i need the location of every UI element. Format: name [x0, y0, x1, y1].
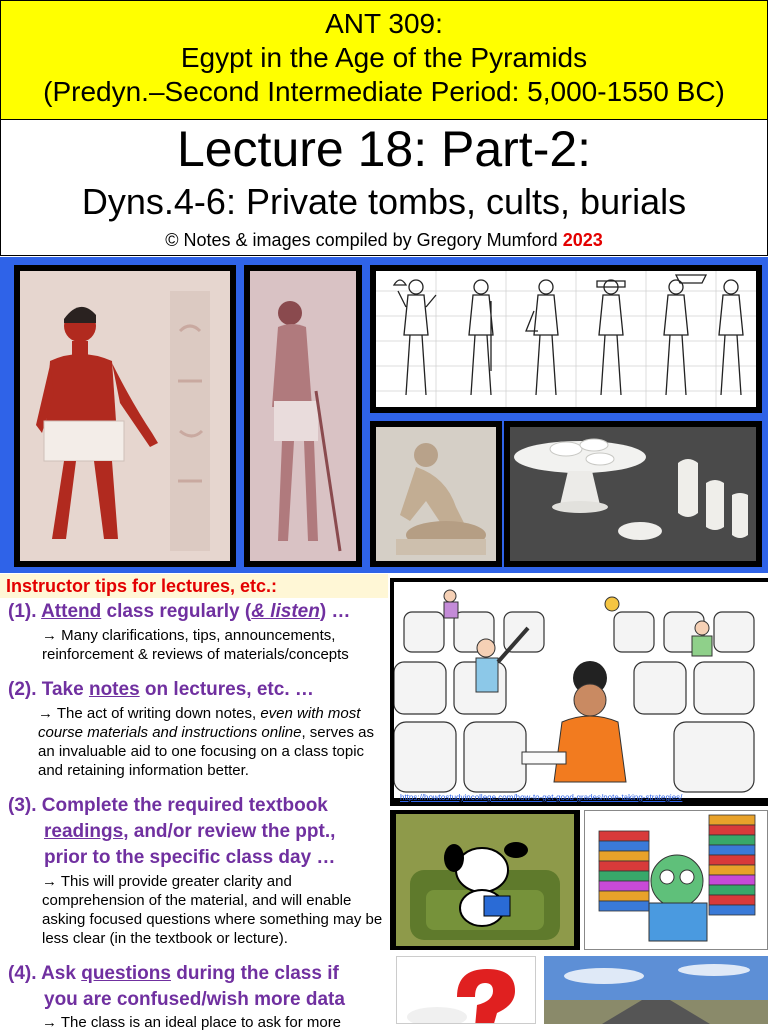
tip-1-body: → Many clarifications, tips, announcements, reinforcement & reviews of materials/concepts: [42, 627, 349, 663]
tip-3-body: → This will provide greater clarity and comprehension of the material, and will enable asking focused questions where something may be less clear (in the textbook or lecture).: [42, 873, 383, 947]
tip-3-title: (3). Complete the required textbook: [8, 795, 328, 816]
tip-1-listen: & listen: [251, 601, 320, 622]
tip-3-keyword: readings: [44, 821, 124, 842]
tip-2-body: → The act of writing down notes, even with most course materials and instructions online, serves as an invaluable aid to one focusing on a class topic and retaining information better.: [38, 705, 374, 779]
tip-1-keyword: Attend: [41, 601, 102, 622]
tip-4-title: (4). Ask questions during the class if: [8, 963, 339, 984]
course-code: ANT 309:: [325, 8, 443, 39]
credit-line: [1, 229, 767, 251]
classroom-source-url[interactable]: https://howtostudyincollege.com/how-to-get-good-grades/note-taking-strategies/: [400, 793, 683, 802]
course-title: Egypt in the Age of the Pyramids: [180, 42, 588, 73]
tip-4-body: → The class is an ideal place to ask for more: [42, 1014, 342, 1031]
credit-year: 2023: [562, 230, 603, 250]
tip-3-title-line-3: prior to the specific class day …: [44, 847, 336, 868]
credit-text: © Notes & images compiled by Gregory Mumford: [165, 230, 558, 250]
tip-2-title: (2). Take notes on lectures, etc. …: [8, 679, 314, 700]
open-road-image: [544, 956, 768, 1024]
servant-statue-image: [370, 421, 502, 567]
lecture-title-block: [0, 119, 768, 256]
lecture-subtitle: Dyns.4-6: Private tombs, cults, burials: [81, 181, 687, 222]
painted-relief-image: [14, 265, 236, 567]
stone-vessels-image: [504, 421, 762, 567]
image-band: [0, 257, 768, 573]
tip-1-title: (1). Attend class regularly (& listen) …: [8, 601, 351, 622]
tip-2-keyword: notes: [88, 679, 140, 700]
lecture-title: Lecture 18: Part-2:: [176, 121, 592, 177]
course-header: [0, 0, 768, 120]
question-mark-illustration: [396, 956, 536, 1024]
classroom-illustration: [390, 578, 768, 806]
tip-4-keyword: questions: [81, 963, 171, 984]
course-period: (Predyn.–Second Intermediate Period: 5,000-1550 BC): [43, 76, 725, 107]
carved-relief-image: [244, 265, 362, 567]
tip-4-title-line-2: you are confused/wish more data: [44, 989, 345, 1010]
procession-line-drawing: [370, 265, 762, 413]
snoopy-reading-illustration: [390, 810, 580, 950]
tips-heading: Instructor tips for lectures, etc.:: [0, 574, 388, 598]
student-with-books-illustration: [584, 810, 768, 950]
tip-3-title-line-2: readings, and/or review the ppt.,: [44, 821, 336, 842]
